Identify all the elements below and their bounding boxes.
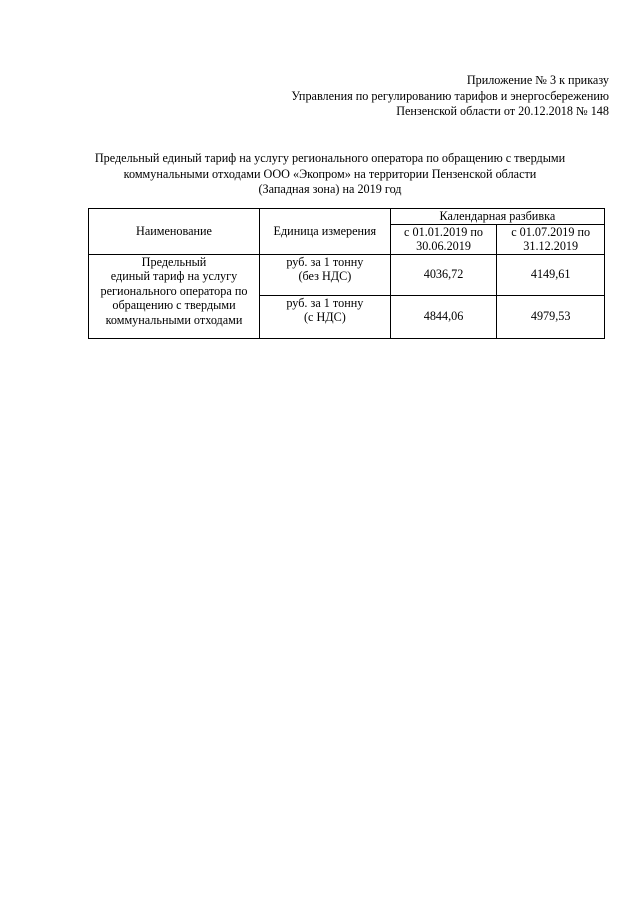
unit-cell [259,254,390,295]
appendix-header [291,73,609,120]
document-title [60,151,600,198]
tariff-name-cell [89,254,260,338]
unit-line: руб. за 1 тонну [286,295,364,310]
tariff-name-line: Предельный [141,254,207,269]
unit-line: руб. за 1 тонну [286,254,364,269]
header-period-1-line-2: 30.06.2019 [416,239,471,253]
header-period-2-line-1: с 01.07.2019 по [511,224,591,239]
table-row [89,254,605,295]
header-period-1-line-1: с 01.01.2019 по [404,224,484,239]
header-calendar: Календарная разбивка [390,209,604,225]
header-period-1 [390,224,497,254]
header-period-2-line-2: 31.12.2019 [523,239,579,253]
value-period-1: 4844,06 [390,295,497,338]
appendix-line-3: Пензенской области от 20.12.2018 № 148 [396,104,609,118]
title-line-3: (Западная зона) на 2019 год [258,182,402,196]
title-line-2: коммунальными отходами ООО «Экопром» на территории Пензенской области [123,166,537,181]
unit-line: (с НДС) [303,310,346,324]
value-period-1: 4036,72 [390,254,497,295]
tariff-name-line: единый тариф на услугу [110,269,238,283]
value-period-2: 4979,53 [497,295,605,338]
value-period-2: 4149,61 [497,254,605,295]
title-line-1: Предельный единый тариф на услугу регионального оператора по обращению с твердыми [94,151,566,165]
header-row-1 [89,209,605,225]
tariff-table [88,208,605,339]
appendix-line-1: Приложение № 3 к приказу [466,73,609,87]
tariff-name-line: коммунальными отходами [105,312,243,327]
header-name: Наименование [89,209,260,255]
unit-cell [259,295,390,338]
appendix-line-2: Управления по регулированию тарифов и энергосбережению [291,88,609,103]
tariff-name-line: регионального оператора по [100,283,248,298]
header-unit: Единица измерения [259,209,390,255]
unit-line: (без НДС) [298,269,352,283]
header-period-2 [497,224,605,254]
tariff-name-line: обращению с твердыми [112,298,236,312]
